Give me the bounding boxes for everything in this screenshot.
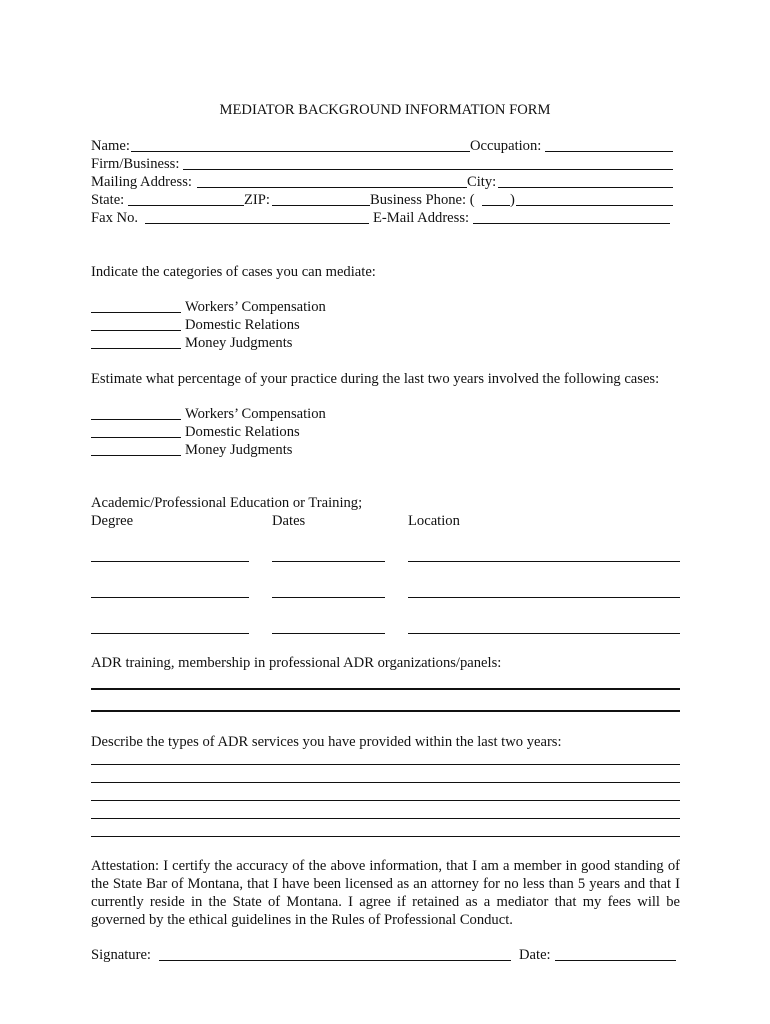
adr-training-prompt: ADR training, membership in professional ADR organizations/panels: <box>91 655 502 671</box>
state-field[interactable] <box>128 205 244 206</box>
categories-prompt: Indicate the categories of cases you can mediate: <box>91 264 376 280</box>
degree-field-3[interactable] <box>91 633 249 634</box>
occupation-field[interactable] <box>545 151 673 152</box>
category-blank-workers[interactable] <box>91 312 181 313</box>
category-item: Money Judgments <box>185 335 293 351</box>
fax-field[interactable] <box>145 223 369 224</box>
category-item: Workers’ Compensation <box>185 299 326 315</box>
city-field[interactable] <box>498 187 673 188</box>
adr-training-field-1[interactable] <box>91 688 680 690</box>
category-item: Domestic Relations <box>185 317 300 333</box>
percentage-blank-money[interactable] <box>91 455 181 456</box>
occupation-label: Occupation: <box>470 138 542 154</box>
percentage-blank-workers[interactable] <box>91 419 181 420</box>
name-field[interactable] <box>131 151 470 152</box>
degree-field-1[interactable] <box>91 561 249 562</box>
percentage-item: Domestic Relations <box>185 424 300 440</box>
phone-paren-close: ) <box>510 192 515 208</box>
dates-field-2[interactable] <box>272 597 385 598</box>
adr-services-field-4[interactable] <box>91 818 680 819</box>
city-label: City: <box>467 174 497 190</box>
degree-field-2[interactable] <box>91 597 249 598</box>
mailing-address-label: Mailing Address: <box>91 174 192 190</box>
fax-label: Fax No. <box>91 210 139 226</box>
category-blank-money[interactable] <box>91 348 181 349</box>
adr-services-field-3[interactable] <box>91 800 680 801</box>
adr-training-field-2[interactable] <box>91 710 680 712</box>
business-phone-label: Business Phone: ( <box>370 192 475 208</box>
state-label: State: <box>91 192 125 208</box>
signature-field[interactable] <box>159 960 511 961</box>
adr-services-field-2[interactable] <box>91 782 680 783</box>
business-phone-field[interactable] <box>516 205 673 206</box>
adr-services-field-1[interactable] <box>91 764 680 765</box>
percentage-item: Workers’ Compensation <box>185 406 326 422</box>
location-field-2[interactable] <box>408 597 680 598</box>
zip-field[interactable] <box>272 205 370 206</box>
name-label: Name: <box>91 138 130 154</box>
area-code-field[interactable] <box>482 205 510 206</box>
education-col-degree: Degree <box>91 513 134 529</box>
percentage-blank-domestic[interactable] <box>91 437 181 438</box>
mailing-address-field[interactable] <box>197 187 467 188</box>
education-col-dates: Dates <box>272 513 306 529</box>
adr-services-prompt: Describe the types of ADR services you have provided within the last two years: <box>91 734 562 750</box>
dates-field-3[interactable] <box>272 633 385 634</box>
percentage-item: Money Judgments <box>185 442 293 458</box>
email-field[interactable] <box>473 223 670 224</box>
adr-services-field-5[interactable] <box>91 836 680 837</box>
signature-label: Signature: <box>91 947 151 963</box>
category-blank-domestic[interactable] <box>91 330 181 331</box>
attestation-paragraph: Attestation: I certify the accuracy of the above information, that I am a member in good standing of the State Bar of Montana, that I have been licensed as an attorney for no less than 5 years and that I currently reside in the State of Montana. I agree if retained as a mediator that my fees will be governed by the ethical guidelines in the Rules of Professional Conduct. <box>91 858 680 928</box>
form-title: MEDIATOR BACKGROUND INFORMATION FORM <box>219 102 551 118</box>
firm-label: Firm/Business: <box>91 156 180 172</box>
firm-field[interactable] <box>183 169 673 170</box>
date-field[interactable] <box>555 960 676 961</box>
percentages-prompt: Estimate what percentage of your practice during the last two years involved the following cases: <box>91 371 660 387</box>
education-col-location: Location <box>408 513 460 529</box>
email-label: E-Mail Address: <box>373 210 470 226</box>
date-label: Date: <box>519 947 551 963</box>
location-field-1[interactable] <box>408 561 680 562</box>
zip-label: ZIP: <box>244 192 270 208</box>
location-field-3[interactable] <box>408 633 680 634</box>
education-heading: Academic/Professional Education or Training; <box>91 495 363 511</box>
dates-field-1[interactable] <box>272 561 385 562</box>
